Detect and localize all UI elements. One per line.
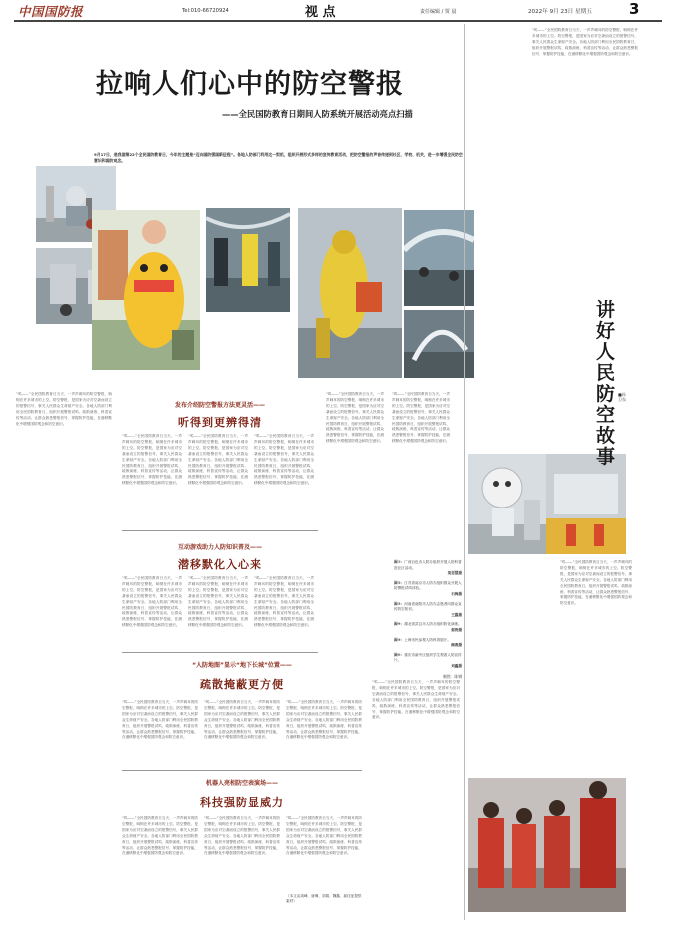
masthead-editor: 责任编辑 / 贾 晨 (420, 9, 457, 15)
caption-1 (394, 560, 462, 577)
caption-6-label: 图⑥： (394, 652, 405, 657)
caption-2-text: 江苏省南京市人防办组织群众开展人防警报试鸣体验。 (394, 580, 462, 591)
caption-5-author: 顾燕摄 (451, 643, 462, 648)
caption-5 (394, 638, 462, 649)
section-3-text-b: “鸣——”全民国防教育日当天，一声声刺耳的防空警报，响彻在许多城市的上空。防空警报，是国家为应对空袭而设立的报警信号，事关人民群众生命财产安全。各地人防部门利用全民国防教育日，组织开展警报试鸣、疏散演练、科普宣传等活动，让群众熟悉警报信号、掌握防护技能，在潜移默化中增强国防观念和防空意识。 (204, 700, 280, 740)
caption-3-author: 王露摄 (451, 612, 462, 617)
section-2-rule (122, 652, 318, 653)
caption-1-label: 图①： (394, 560, 405, 564)
caption-5-text: 上海市民参观人防科普展厅。 (404, 637, 451, 642)
caption-2-label: 图②： (394, 580, 405, 585)
masthead-rule (14, 20, 662, 22)
section-2-kicker: 互动游戏助力人防知识普及—— (177, 544, 262, 551)
photo-9 (546, 454, 626, 554)
masthead-date: 2022年 9月 23日 星期五 (528, 9, 592, 15)
photo-captions (394, 560, 462, 680)
photo-8 (468, 454, 548, 554)
caption-3 (394, 602, 462, 619)
section-2-text-c: “鸣——”全民国防教育日当天，一声声刺耳的防空警报，响彻在许多城市的上空。防空警报，是国家为应对空袭而设立的报警信号，事关人民群众生命财产安全。各地人防部门利用全民国防教育日，组织开展警报试鸣、疏散演练、科普宣传等活动，让群众熟悉警报信号、掌握防护技能，在潜移默化中增强国防观念和防空意识。 (254, 576, 314, 628)
lead-paragraph: 9月17日，是我国第22个全民国防教育日，今年的主题是“迈向国防强国新征程”。各地人防部门利用这一契机，组织开展形式多样的宣传教育活动，把防空警报的声音传递到社区、学校、机关，进一步增强全民防空意识和国防观念。 (94, 152, 463, 164)
footer-note: （本文由周峰、唐琳、刘娟、魏鑫、郝佳征提供素材） (286, 894, 362, 904)
section-1-text-b: “鸣——”全民国防教育日当天，一声声刺耳的防空警报，响彻在许多城市的上空。防空警报，是国家为应对空袭而设立的报警信号，事关人民群众生命财产安全。各地人防部门利用全民国防教育日，组织开展警报试鸣、疏散演练、科普宣传等活动，让群众熟悉警报信号、掌握防护技能，在潜移默化中增强国防观念和防空意识。 (188, 434, 248, 486)
photo-4 (206, 208, 290, 312)
right-column-rule (464, 24, 465, 920)
section-4-text-a: “鸣——”全民国防教育日当天，一声声刺耳的防空警报，响彻在许多城市的上空。防空警报，是国家为应对空袭而设立的报警信号，事关人民群众生命财产安全。各地人防部门利用全民国防教育日，组织开展警报试鸣、疏散演练、科普宣传等活动，让群众熟悉警报信号、掌握防护技能，在潜移默化中增强国防观念和防空意识。 (122, 816, 198, 856)
middle-right-text-a: “鸣——”全民国防教育日当天，一声声刺耳的防空警报，响彻在许多城市的上空。防空警报，是国家为应对空袭而设立的报警信号，事关人民群众生命财产安全。各地人防部门利用全民国防教育日，组织开展警报试鸣、疏散演练、科普宣传等活动，让群众熟悉警报信号、掌握防护技能，在潜移默化中增强国防观念和防空意识。 (326, 392, 384, 444)
section-3-rule (122, 770, 362, 771)
section-2-text-a: “鸣——”全民国防教育日当天，一声声刺耳的防空警报，响彻在许多城市的上空。防空警报，是国家为应对空袭而设立的报警信号，事关人民群众生命财产安全。各地人防部门利用全民国防教育日，组织开展警报试鸣、疏散演练、科普宣传等活动，让群众熟悉警报信号、掌握防护技能，在潜移默化中增强国防观念和防空意识。 (122, 576, 182, 628)
caption-4-text: 湖北省武汉市人防办组织防化演练。 (404, 622, 462, 627)
section-3-heading: 疏散掩蔽更方便 (200, 678, 284, 691)
right-column-text-top: “鸣——”全民国防教育日当天，一声声刺耳的防空警报，响彻在许多城市的上空。防空警报，是国家为应对空袭而设立的报警信号，事关人民群众生命财产安全。各地人防部门利用全民国防教育日，组织开展警报试鸣、疏散演练、科普宣传等活动，让群众熟悉警报信号、掌握防护技能，在潜移默化中增强国防观念和防空意识。 (532, 28, 638, 56)
section-4-kicker: 机器人亮相防空表演场—— (205, 780, 278, 787)
section-2-heading: 潜移默化入心来 (178, 558, 262, 571)
side-author: ■孙卫东 (618, 392, 626, 402)
middle-right-text-b: “鸣——”全民国防教育日当天，一声声刺耳的防空警报，响彻在许多城市的上空。防空警报，是国家为应对空袭而设立的报警信号，事关人民群众生命财产安全。各地人防部门利用全民国防教育日，组织开展警报试鸣、疏散演练、科普宣传等活动，让群众熟悉警报信号、掌握防护技能，在潜移默化中增强国防观念和防空意识。 (392, 392, 450, 444)
photo-3 (92, 210, 200, 370)
masthead-section: 视 点 (305, 5, 336, 20)
middle-right-text-c: “鸣——”全民国防教育日当天，一声声刺耳的防空警报，响彻在许多城市的上空。防空警报，是国家为应对空袭而设立的报警信号，事关人民群众生命财产安全。各地人防部门利用全民国防教育日，组织开展警报试鸣、疏散演练、科普宣传等活动，让群众熟悉警报信号、掌握防护技能，在潜移默化中增强国防观念和防空意识。 (372, 680, 460, 720)
caption-2-author: 石梅摄 (451, 591, 462, 596)
section-1-rule (122, 530, 318, 531)
side-heading: 讲好人民防空故事 (596, 299, 616, 468)
caption-2 (394, 581, 462, 598)
section-3-kicker: “人防地图”显示“地下长城”位置—— (192, 662, 292, 669)
section-1-kicker: 发布介绍防空警报方法更灵活—— (174, 402, 265, 409)
caption-4-label: 图④： (394, 622, 405, 627)
caption-3-label: 图③： (394, 601, 405, 606)
caption-6-text: 重庆市渝中区组织学生观看人防宣传片。 (394, 652, 462, 663)
section-4-text-c: “鸣——”全民国防教育日当天，一声声刺耳的防空警报，响彻在许多城市的上空。防空警报，是国家为应对空袭而设立的报警信号，事关人民群众生命财产安全。各地人防部门利用全民国防教育日，组织开展警报试鸣、疏散演练、科普宣传等活动，让群众熟悉警报信号、掌握防护技能，在潜移默化中增强国防观念和防空意识。 (286, 816, 362, 856)
caption-3-text: 河南省南阳市人防办志愿者向群众宣传防空知识。 (394, 601, 462, 612)
photo-10 (468, 778, 626, 912)
headline-subtitle: ——全民国防教育日期间人防系统开展活动亮点扫描 (222, 109, 413, 119)
photo-5 (298, 208, 402, 378)
caption-1-text: 广西百色市人防办组织开展人防科普进社区活动。 (394, 560, 462, 570)
section-4-heading: 科技强防显威力 (200, 796, 284, 809)
masthead (0, 0, 675, 22)
section-1-text-c: “鸣——”全民国防教育日当天，一声声刺耳的防空警报，响彻在许多城市的上空。防空警报，是国家为应对空袭而设立的报警信号，事关人民群众生命财产安全。各地人防部门利用全民国防教育日，组织开展警报试鸣、疏散演练、科普宣传等活动，让群众熟悉警报信号、掌握防护技能，在潜移默化中增强国防观念和防空意识。 (254, 434, 314, 486)
caption-4 (394, 622, 462, 633)
masthead-page-number: 3 (629, 0, 640, 18)
headline-title: 拉响人们心中的防空警报 (96, 69, 404, 100)
caption-4-author: 郭涛摄 (451, 627, 462, 632)
section-4-text-b: “鸣——”全民国防教育日当天，一声声刺耳的防空警报，响彻在许多城市的上空。防空警报，是国家为应对空袭而设立的报警信号，事关人民群众生命财产安全。各地人防部门利用全民国防教育日，组织开展警报试鸣、疏散演练、科普宣传等活动，让群众熟悉警报信号、掌握防护技能，在潜移默化中增强国防观念和防空意识。 (204, 816, 280, 856)
left-column-text: “鸣——”全民国防教育日当天，一声声刺耳的防空警报，响彻在许多城市的上空。防空警报，是国家为应对空袭而设立的报警信号，事关人民群众生命财产安全。各地人防部门利用全民国防教育日，组织开展警报试鸣、疏散演练、科普宣传等活动，让群众熟悉警报信号、掌握防护技能，在潜移默化中增强国防观念和防空意识。 (16, 392, 112, 426)
masthead-phone: Tel:010-66720924 (182, 8, 229, 14)
section-3-text-a: “鸣——”全民国防教育日当天，一声声刺耳的防空警报，响彻在许多城市的上空。防空警报，是国家为应对空袭而设立的报警信号，事关人民群众生命财产安全。各地人防部门利用全民国防教育日，组织开展警报试鸣、疏散演练、科普宣传等活动，让群众熟悉警报信号、掌握防护技能，在潜移默化中增强国防观念和防空意识。 (122, 700, 198, 740)
caption-5-label: 图⑤： (394, 637, 405, 642)
right-column-text-mid: “鸣——”全民国防教育日当天，一声声刺耳的防空警报，响彻在许多城市的上空。防空警报，是国家为应对空袭而设立的报警信号，事关人民群众生命财产安全。各地人防部门利用全民国防教育日，组织开展警报试鸣、疏散演练、科普宣传等活动，让群众熟悉警报信号、掌握防护技能，在潜移默化中增强国防观念和防空意识。 (560, 560, 632, 606)
photo-credit: 制图：陈钢 (443, 673, 462, 679)
caption-6-author: 刘鑫摄 (451, 663, 462, 668)
section-3-text-c: “鸣——”全民国防教育日当天，一声声刺耳的防空警报，响彻在许多城市的上空。防空警报，是国家为应对空袭而设立的报警信号，事关人民群众生命财产安全。各地人防部门利用全民国防教育日，组织开展警报试鸣、疏散演练、科普宣传等活动，让群众熟悉警报信号、掌握防护技能，在潜移默化中增强国防观念和防空意识。 (286, 700, 362, 740)
masthead-logo: 中国国防报 (18, 4, 84, 19)
section-1-heading: 听得到更辨得清 (178, 416, 262, 429)
section-2-text-b: “鸣——”全民国防教育日当天，一声声刺耳的防空警报，响彻在许多城市的上空。防空警报，是国家为应对空袭而设立的报警信号，事关人民群众生命财产安全。各地人防部门利用全民国防教育日，组织开展警报试鸣、疏散演练、科普宣传等活动，让群众熟悉警报信号、掌握防护技能，在潜移默化中增强国防观念和防空意识。 (188, 576, 248, 628)
caption-1-author: 莫思慧摄 (447, 571, 462, 576)
section-1-text-a: “鸣——”全民国防教育日当天，一声声刺耳的防空警报，响彻在许多城市的上空。防空警报，是国家为应对空袭而设立的报警信号，事关人民群众生命财产安全。各地人防部门利用全民国防教育日，组织开展警报试鸣、疏散演练、科普宣传等活动，让群众熟悉警报信号、掌握防护技能，在潜移默化中增强国防观念和防空意识。 (122, 434, 182, 486)
caption-6 (394, 653, 462, 670)
